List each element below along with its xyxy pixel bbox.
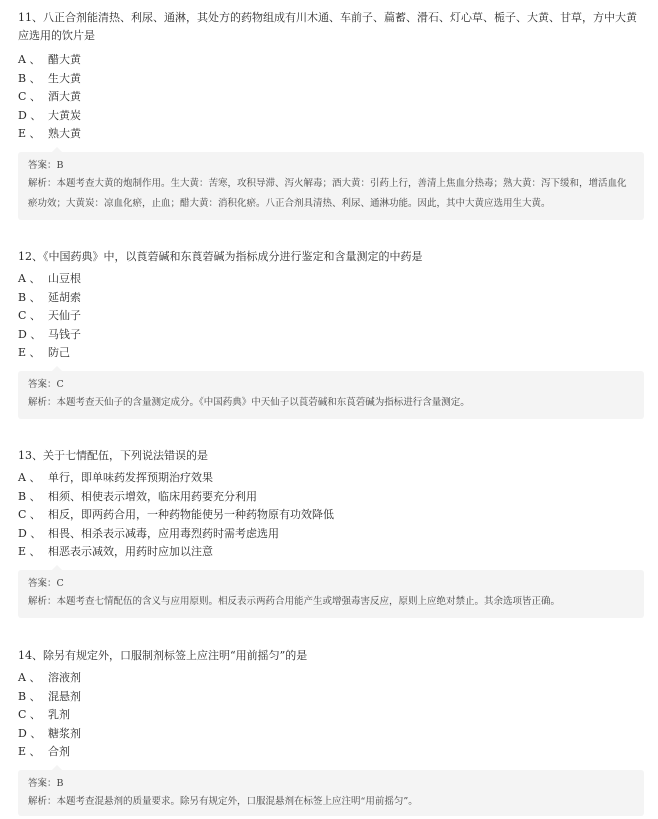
options-list (18, 669, 646, 762)
option-d[interactable] (18, 326, 646, 345)
option-b[interactable] (18, 488, 646, 507)
explanation-text: 解析：本题考查混悬剂的质量要求。除另有规定外，口服混悬剂在标签上应注明“用前摇匀”。 (28, 796, 418, 807)
option-text: 酒大黄 (48, 90, 81, 103)
option-c[interactable] (18, 706, 646, 725)
option-letter: C 、 (18, 708, 41, 721)
option-d[interactable] (18, 525, 646, 544)
box-caret (52, 565, 62, 570)
option-text: 大黄炭 (48, 108, 81, 122)
option-letter: E 、 (18, 346, 41, 359)
option-text: 混悬剂 (48, 689, 81, 703)
question-11 (18, 9, 646, 45)
option-b[interactable] (18, 70, 646, 89)
option-letter: D 、 (18, 108, 42, 122)
option-text: 马钱子 (48, 327, 81, 341)
option-letter: B 、 (18, 489, 41, 503)
option-letter: D 、 (18, 526, 42, 540)
option-e[interactable] (18, 543, 646, 562)
options-list (18, 51, 646, 144)
question-stem: 12、《中国药典》中，以莨菪碱和东莨菪碱为指标成分进行鉴定和含量测定的中药是 (18, 250, 423, 263)
option-letter: E 、 (18, 745, 41, 758)
option-letter: C 、 (18, 309, 41, 322)
answer-text: 答案：C (28, 578, 64, 589)
option-a[interactable] (18, 669, 646, 688)
option-letter: C 、 (18, 508, 41, 521)
option-letter: A 、 (18, 272, 41, 285)
answer-box (18, 570, 644, 618)
box-caret (52, 366, 62, 371)
option-c[interactable] (18, 88, 646, 107)
question-stem: 13、关于七情配伍，下列说法错误的是 (18, 449, 208, 462)
answer-box (18, 371, 644, 419)
option-text: 溶液剂 (48, 671, 81, 684)
explanation-text: 解析：本题考查大黄的炮制作用。生大黄：苦寒，攻积导滞、泻火解毒；酒大黄：引药上行，善清上焦血分热毒；熟大黄：泻下缓和，增活血化瘀功效；大黄炭：凉血化瘀，止血；醋大黄：消积化瘀。八正合剂具清热、利尿、通淋功能。因此，其中大黄应选用生大黄。 (28, 178, 627, 209)
answer-text: 答案：C (28, 379, 64, 390)
option-text: 合剂 (48, 745, 70, 758)
option-letter: C 、 (18, 90, 41, 103)
option-letter: B 、 (18, 71, 41, 85)
option-text: 防己 (48, 346, 70, 359)
option-letter: E 、 (18, 127, 41, 140)
option-text: 醋大黄 (48, 53, 81, 66)
options-list (18, 469, 646, 562)
option-text: 糖浆剂 (48, 726, 81, 740)
option-text: 天仙子 (48, 309, 81, 322)
option-b[interactable] (18, 289, 646, 308)
option-a[interactable] (18, 270, 646, 289)
answer-text: 答案：B (28, 160, 64, 171)
option-text: 相恶表示减效，用药时应加以注意 (48, 545, 213, 558)
answer-box (18, 152, 644, 220)
option-letter: B 、 (18, 689, 41, 703)
question-13 (18, 447, 646, 465)
option-letter: D 、 (18, 726, 42, 740)
option-e[interactable] (18, 125, 646, 144)
option-c[interactable] (18, 307, 646, 326)
question-stem: 14、除另有规定外，口服制剂标签上应注明“用前摇匀”的是 (18, 649, 308, 662)
option-text: 单行，即单味药发挥预期治疗效果 (48, 471, 213, 484)
option-letter: D 、 (18, 327, 42, 341)
option-d[interactable] (18, 107, 646, 126)
box-caret (52, 147, 62, 152)
question-12 (18, 248, 646, 266)
box-caret (52, 765, 62, 770)
option-a[interactable] (18, 51, 646, 70)
option-d[interactable] (18, 725, 646, 744)
question-14 (18, 647, 646, 665)
option-text: 相须、相使表示增效，临床用药要充分利用 (48, 489, 257, 503)
options-list (18, 270, 646, 363)
option-text: 生大黄 (48, 71, 81, 85)
option-c[interactable] (18, 506, 646, 525)
option-e[interactable] (18, 344, 646, 363)
option-a[interactable] (18, 469, 646, 488)
option-letter: E 、 (18, 545, 41, 558)
option-letter: A 、 (18, 471, 41, 484)
answer-box (18, 770, 644, 816)
option-b[interactable] (18, 688, 646, 707)
option-text: 相反，即两药合用，一种药物能使另一种药物原有功效降低 (48, 508, 334, 521)
option-letter: A 、 (18, 53, 41, 66)
option-text: 乳剂 (48, 708, 70, 721)
option-letter: B 、 (18, 290, 41, 304)
option-text: 延胡索 (48, 290, 81, 304)
option-e[interactable] (18, 743, 646, 762)
question-stem: 11、八正合剂能清热、利尿、通淋，其处方的药物组成有川木通、车前子、萹蓄、滑石、灯心草、栀子、大黄、甘草，方中大黄应选用的饮片是 (18, 11, 637, 42)
explanation-text: 解析：本题考查天仙子的含量测定成分。《中国药典》中天仙子以莨菪碱和东莨菪碱为指标进行含量测定。 (28, 397, 470, 408)
answer-text: 答案：B (28, 778, 64, 789)
option-text: 相畏、相杀表示减毒，应用毒烈药时需考虑选用 (48, 526, 279, 540)
explanation-text: 解析：本题考查七情配伍的含义与应用原则。相反表示两药合用能产生或增强毒害反应，原则上应绝对禁止。其余选项皆正确。 (28, 596, 561, 607)
option-text: 山豆根 (48, 272, 81, 285)
option-text: 熟大黄 (48, 127, 81, 140)
option-letter: A 、 (18, 671, 41, 684)
